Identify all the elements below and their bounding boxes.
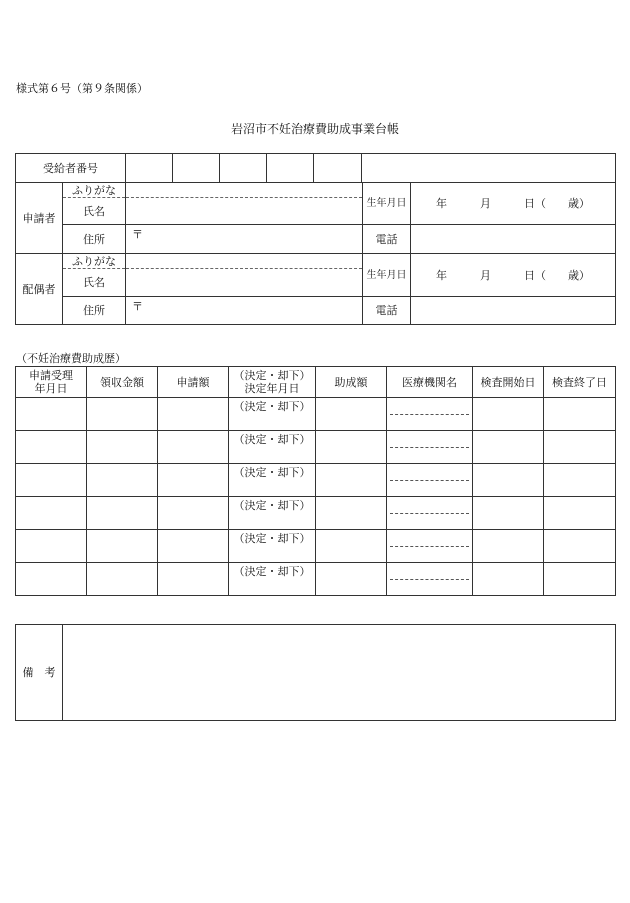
applicant-birth-label: 生年月日 bbox=[363, 183, 411, 225]
history-cell[interactable] bbox=[316, 497, 387, 530]
decision-text: （決定・却下） bbox=[233, 400, 311, 413]
applicant-furigana-label: ふりがな bbox=[63, 183, 126, 198]
hospital-divider bbox=[390, 546, 469, 547]
history-cell[interactable] bbox=[158, 398, 229, 431]
history-cell[interactable] bbox=[16, 464, 87, 497]
history-decision-cell[interactable] bbox=[229, 563, 316, 596]
history-header-exam-start: 検査開始日 bbox=[473, 367, 544, 398]
remarks-field[interactable] bbox=[63, 625, 616, 721]
spouse-address-field[interactable] bbox=[126, 297, 363, 325]
history-header-hospital: 医療機関名 bbox=[387, 367, 473, 398]
history-hospital-cell[interactable] bbox=[387, 464, 473, 497]
recipient-number-extra[interactable] bbox=[362, 154, 616, 183]
history-cell[interactable] bbox=[16, 563, 87, 596]
history-cell[interactable] bbox=[544, 431, 616, 464]
hospital-divider bbox=[390, 513, 469, 514]
history-cell[interactable] bbox=[544, 530, 616, 563]
recipient-number-box[interactable] bbox=[173, 154, 220, 183]
applicant-name-field[interactable] bbox=[126, 198, 363, 225]
history-cell[interactable] bbox=[158, 530, 229, 563]
history-row bbox=[16, 464, 616, 497]
history-cell[interactable] bbox=[473, 464, 544, 497]
history-decision-cell[interactable] bbox=[229, 431, 316, 464]
page-title: 岩沼市不妊治療費助成事業台帳 bbox=[230, 122, 399, 136]
spouse-label: 配偶者 bbox=[16, 254, 63, 325]
recipient-number-label: 受給者番号 bbox=[16, 154, 126, 183]
history-hospital-cell[interactable] bbox=[387, 497, 473, 530]
applicant-address-field[interactable] bbox=[126, 225, 363, 254]
history-row bbox=[16, 431, 616, 464]
history-decision-cell[interactable] bbox=[229, 497, 316, 530]
applicant-birth-field[interactable]: 年 月 日（ 歳） bbox=[411, 183, 616, 225]
history-cell[interactable] bbox=[544, 464, 616, 497]
history-cell[interactable] bbox=[87, 497, 158, 530]
history-cell[interactable] bbox=[16, 431, 87, 464]
hospital-divider bbox=[390, 414, 469, 415]
history-header-grant: 助成額 bbox=[316, 367, 387, 398]
history-cell[interactable] bbox=[158, 563, 229, 596]
history-cell[interactable] bbox=[316, 464, 387, 497]
applicant-furigana-field[interactable] bbox=[126, 183, 363, 198]
applicant-address-label: 住所 bbox=[63, 225, 126, 254]
history-cell[interactable] bbox=[87, 530, 158, 563]
history-cell[interactable] bbox=[544, 398, 616, 431]
history-cell[interactable] bbox=[16, 530, 87, 563]
hospital-divider bbox=[390, 579, 469, 580]
history-cell[interactable] bbox=[473, 431, 544, 464]
recipient-table bbox=[15, 153, 616, 183]
applicant-label: 申請者 bbox=[16, 183, 63, 254]
history-cell[interactable] bbox=[158, 464, 229, 497]
spouse-furigana-field[interactable] bbox=[126, 254, 363, 269]
decision-text: （決定・却下） bbox=[233, 466, 311, 479]
spouse-birth-label: 生年月日 bbox=[363, 254, 411, 297]
history-cell[interactable] bbox=[473, 497, 544, 530]
recipient-number-box[interactable] bbox=[267, 154, 314, 183]
history-row bbox=[16, 497, 616, 530]
history-header-exam-end: 検査終了日 bbox=[544, 367, 616, 398]
applicant-phone-label: 電話 bbox=[363, 225, 411, 254]
recipient-number-box[interactable] bbox=[314, 154, 362, 183]
hospital-divider bbox=[390, 480, 469, 481]
history-cell[interactable] bbox=[473, 398, 544, 431]
history-cell[interactable] bbox=[158, 431, 229, 464]
history-cell[interactable] bbox=[316, 431, 387, 464]
spouse-name-label: 氏名 bbox=[63, 269, 126, 297]
history-hospital-cell[interactable] bbox=[387, 398, 473, 431]
history-cell[interactable] bbox=[87, 563, 158, 596]
history-cell[interactable] bbox=[473, 530, 544, 563]
history-decision-cell[interactable] bbox=[229, 530, 316, 563]
history-hospital-cell[interactable] bbox=[387, 530, 473, 563]
history-cell[interactable] bbox=[544, 563, 616, 596]
spouse-furigana-label: ふりがな bbox=[63, 254, 126, 269]
spouse-name-field[interactable] bbox=[126, 269, 363, 297]
history-header-date: 申請受理 年月日 bbox=[16, 367, 87, 398]
history-hospital-cell[interactable] bbox=[387, 431, 473, 464]
history-cell[interactable] bbox=[16, 497, 87, 530]
decision-text: （決定・却下） bbox=[233, 499, 311, 512]
history-row bbox=[16, 398, 616, 431]
spouse-phone-label: 電話 bbox=[363, 297, 411, 325]
recipient-number-box[interactable] bbox=[126, 154, 173, 183]
history-cell[interactable] bbox=[16, 398, 87, 431]
recipient-number-box[interactable] bbox=[220, 154, 267, 183]
postal-mark: 〒 bbox=[132, 228, 143, 241]
history-section-label: （不妊治療費助成歴） bbox=[16, 352, 126, 365]
decision-text: （決定・却下） bbox=[233, 433, 311, 446]
history-header-receipt: 領収金額 bbox=[87, 367, 158, 398]
history-row bbox=[16, 530, 616, 563]
postal-mark: 〒 bbox=[132, 300, 143, 313]
remarks-table bbox=[15, 624, 616, 721]
spouse-phone-field[interactable] bbox=[411, 297, 616, 325]
history-cell[interactable] bbox=[473, 563, 544, 596]
history-header-request: 申請額 bbox=[158, 367, 229, 398]
history-cell[interactable] bbox=[316, 530, 387, 563]
hospital-divider bbox=[390, 447, 469, 448]
history-hospital-cell[interactable] bbox=[387, 563, 473, 596]
history-cell[interactable] bbox=[87, 398, 158, 431]
history-cell[interactable] bbox=[87, 431, 158, 464]
decision-text: （決定・却下） bbox=[233, 532, 311, 545]
history-cell[interactable] bbox=[316, 398, 387, 431]
history-cell[interactable] bbox=[87, 464, 158, 497]
history-cell[interactable] bbox=[544, 497, 616, 530]
applicant-name-label: 氏名 bbox=[63, 198, 126, 225]
decision-text: （決定・却下） bbox=[233, 565, 311, 578]
history-header-decision: （決定・却下） 決定年月日 bbox=[229, 367, 316, 398]
history-decision-cell[interactable] bbox=[229, 464, 316, 497]
history-row bbox=[16, 563, 616, 596]
history-decision-cell[interactable] bbox=[229, 398, 316, 431]
history-cell[interactable] bbox=[316, 563, 387, 596]
remarks-label: 備 考 bbox=[16, 625, 63, 721]
spouse-birth-field[interactable]: 年 月 日（ 歳） bbox=[411, 254, 616, 297]
form-label: 様式第６号（第９条関係） bbox=[16, 82, 148, 95]
spouse-address-label: 住所 bbox=[63, 297, 126, 325]
person-table bbox=[15, 182, 616, 325]
applicant-phone-field[interactable] bbox=[411, 225, 616, 254]
history-cell[interactable] bbox=[158, 497, 229, 530]
history-table bbox=[15, 366, 616, 596]
